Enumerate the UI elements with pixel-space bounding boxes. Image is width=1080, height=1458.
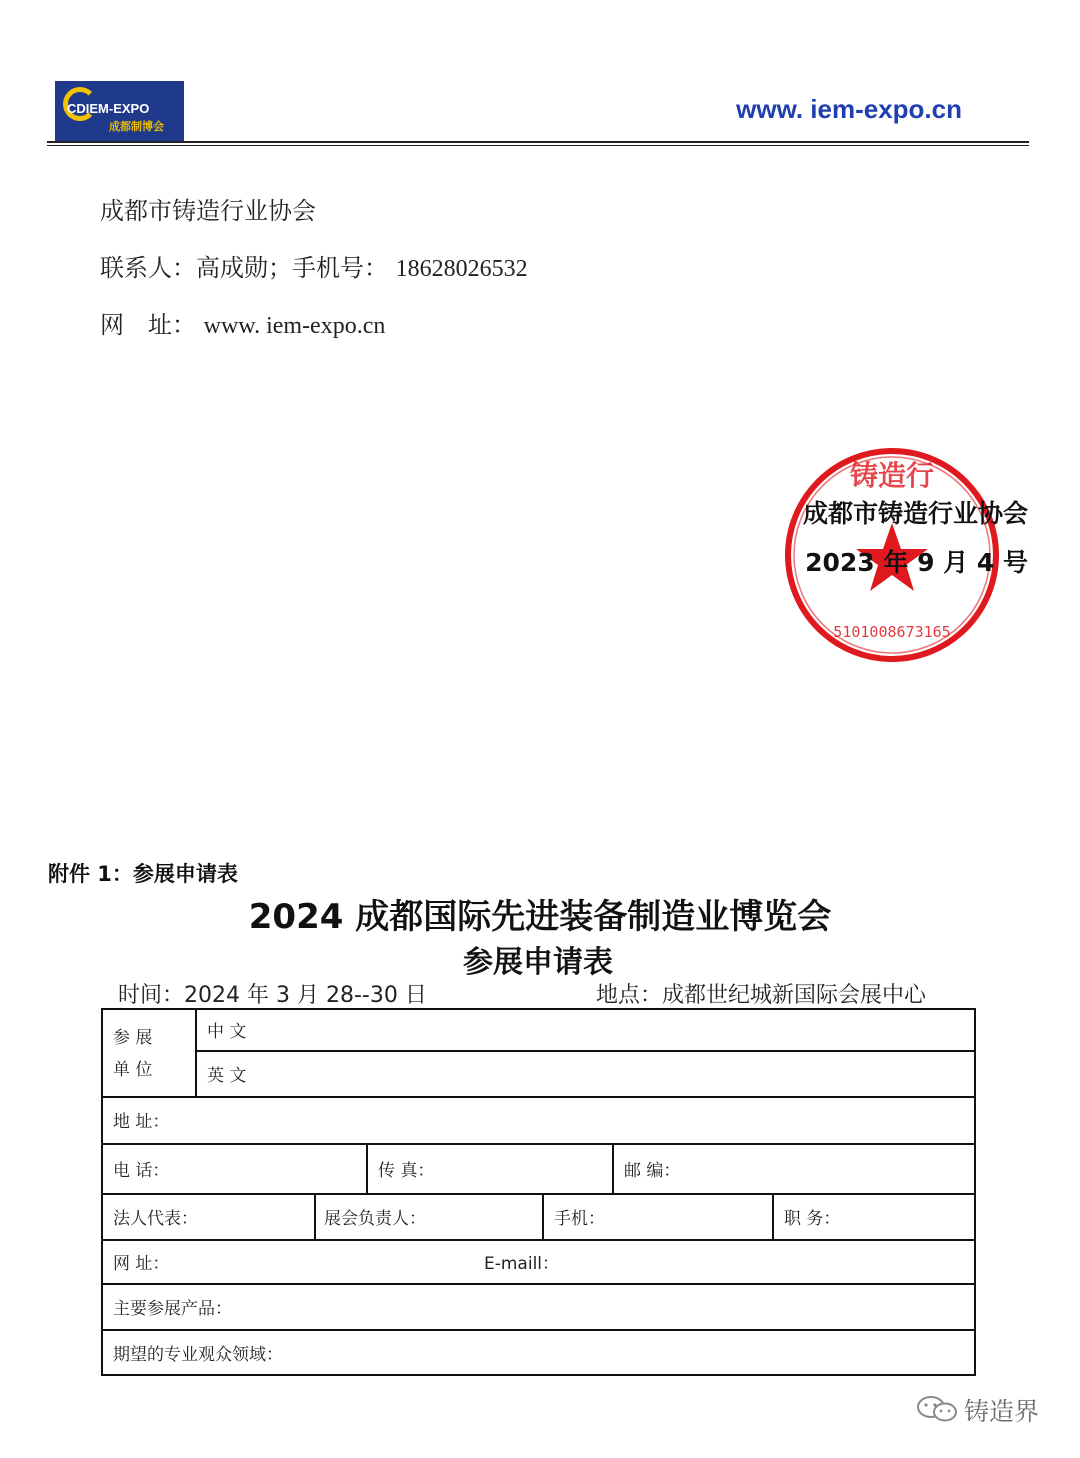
row-line (103, 1329, 974, 1331)
seal-text-top: 铸造行 (849, 459, 935, 492)
col-line (314, 1193, 316, 1239)
seal-number: 5101008673165 (833, 623, 951, 641)
col-line (612, 1143, 614, 1193)
products-field[interactable]: 主要参展产品： (113, 1299, 232, 1319)
contact-person-label: 联系人：高成勋；手机号： (100, 254, 388, 282)
mobile-field[interactable]: 手机： (554, 1209, 605, 1229)
event-time: 时间：2024 年 3 月 28--30 日 (118, 983, 427, 1008)
form-subtitle: 参展申请表 (463, 945, 613, 980)
header-divider (47, 141, 1029, 143)
header-divider-thin (47, 145, 1029, 146)
application-form (101, 1008, 976, 1376)
row-line (103, 1239, 974, 1241)
signature-org: 成都市铸造行业协会 (802, 499, 1028, 528)
postcode-field[interactable]: 邮 编： (624, 1161, 681, 1181)
wechat-icon (916, 1395, 958, 1423)
attachment-label: 附件 1：参展申请表 (48, 862, 238, 886)
unit-label-1: 参 展 (113, 1028, 153, 1048)
contact-web[interactable]: www. iem-expo.cn (203, 313, 386, 339)
contact-org: 成都市铸造行业协会 (100, 197, 316, 225)
unit-cn-field[interactable]: 中 文 (207, 1022, 247, 1042)
tel-field[interactable]: 电 话： (113, 1161, 170, 1181)
contact-person-line (100, 248, 528, 283)
fax-field[interactable]: 传 真： (378, 1161, 435, 1181)
signature-date: 2023 年 9 月 4 号 (805, 548, 1028, 577)
email-field[interactable]: E-maill： (484, 1254, 560, 1274)
row-line (103, 1143, 974, 1145)
row-line (103, 1096, 974, 1098)
contact-web-line (100, 305, 385, 340)
watermark-text: 铸造界 (964, 1397, 1040, 1426)
unit-label-2: 单 位 (113, 1060, 153, 1080)
col-line (542, 1193, 544, 1239)
contact-web-label: 网 址： (100, 311, 196, 339)
legal-rep-field[interactable]: 法人代表： (113, 1209, 198, 1229)
row-line (103, 1283, 974, 1285)
event-place: 地点：成都世纪城新国际会展中心 (596, 983, 927, 1008)
position-field[interactable]: 职 务： (784, 1209, 841, 1229)
contact-phone: 18628026532 (395, 256, 528, 282)
row-line (195, 1050, 974, 1052)
logo-text-cn: 成都制博会 (109, 120, 164, 133)
col-line (366, 1143, 368, 1193)
exhibit-manager-field[interactable]: 展会负责人： (324, 1209, 426, 1229)
col-line (772, 1193, 774, 1239)
website-field[interactable]: 网 址： (113, 1254, 170, 1274)
form-title: 2024 成都国际先进装备制造业博览会 (248, 897, 832, 937)
unit-en-field[interactable]: 英 文 (207, 1066, 247, 1086)
logo-text-en: CDIEM-EXPO (67, 101, 150, 116)
address-field[interactable]: 地 址： (113, 1112, 170, 1132)
audience-field[interactable]: 期望的专业观众领域： (113, 1345, 283, 1365)
expo-logo (55, 81, 184, 141)
row-line (103, 1193, 974, 1195)
col-line (195, 1010, 197, 1096)
header-url[interactable]: www. iem-expo.cn (736, 94, 962, 124)
